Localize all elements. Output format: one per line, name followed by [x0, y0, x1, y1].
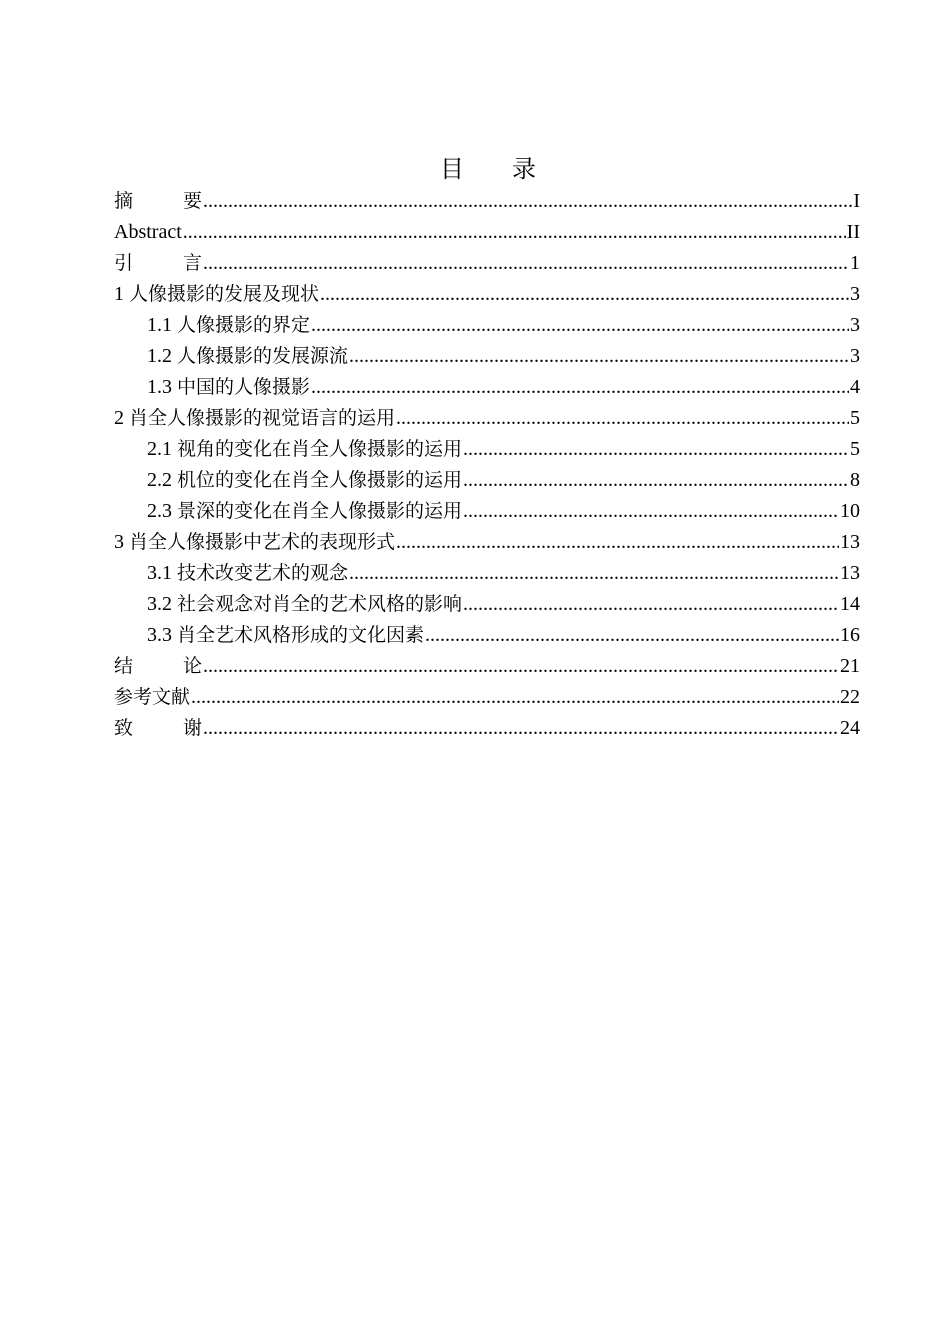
dot-leader [349, 558, 839, 589]
dot-leader [396, 527, 839, 558]
toc-entry-introduction[interactable] [114, 248, 860, 279]
dot-leader [311, 310, 849, 341]
toc-entry-section-2-2[interactable] [114, 465, 860, 496]
toc-title-char-1: 目 [440, 155, 464, 183]
toc-entry-page: 13 [840, 531, 860, 553]
toc-entry-acknowledgements[interactable] [114, 713, 860, 744]
toc-entry-section-3-3[interactable] [114, 620, 860, 651]
toc-entry-chapter-2[interactable] [114, 403, 860, 434]
toc-entry-page: 3 [850, 283, 860, 305]
toc-entry-label: 摘 要 [114, 190, 202, 212]
toc-entry-section-2-3[interactable] [114, 496, 860, 527]
dot-leader [463, 496, 839, 527]
toc-entry-label: 3.2 社会观念对肖全的艺术风格的影响 [147, 593, 463, 615]
toc-entry-label: 2.1 视角的变化在肖全人像摄影的运用 [147, 438, 463, 460]
toc-entry-page: 10 [840, 500, 860, 522]
toc-entry-page: 22 [840, 686, 860, 708]
toc-entry-page: 21 [840, 655, 860, 677]
toc-entry-page: 16 [840, 624, 860, 646]
dot-leader [191, 682, 839, 713]
toc-entry-label: Abstract [114, 221, 182, 243]
toc-title [0, 152, 950, 186]
toc-entry-page: I [853, 190, 860, 212]
toc-entry-section-1-2[interactable] [114, 341, 860, 372]
toc-entry-section-3-2[interactable] [114, 589, 860, 620]
toc-title-char-2: 录 [512, 155, 536, 183]
toc-entry-chapter-3[interactable] [114, 527, 860, 558]
toc-entry-label: 参考文献 [114, 686, 191, 708]
toc-entry-label: 致 谢 [114, 717, 202, 739]
toc-entry-page: 3 [850, 345, 860, 367]
dot-leader [203, 248, 849, 279]
toc-entry-label: 结 论 [114, 655, 202, 677]
dot-leader [425, 620, 839, 651]
toc-entry-references[interactable] [114, 682, 860, 713]
dot-leader [311, 372, 849, 403]
toc-entry-label: 1 人像摄影的发展及现状 [114, 283, 320, 305]
dot-leader [203, 651, 839, 682]
dot-leader [463, 589, 839, 620]
dot-leader [463, 465, 849, 496]
toc-entry-label: 3 肖全人像摄影中艺术的表现形式 [114, 531, 396, 553]
dot-leader [396, 403, 849, 434]
dot-leader [463, 434, 849, 465]
toc-entry-page: 5 [850, 438, 860, 460]
dot-leader [183, 217, 846, 248]
toc-entry-chapter-1[interactable] [114, 279, 860, 310]
toc-entry-label: 2 肖全人像摄影的视觉语言的运用 [114, 407, 396, 429]
dot-leader [203, 186, 852, 217]
dot-leader [203, 713, 839, 744]
toc-entry-page: 8 [850, 469, 860, 491]
toc-entry-label: 1.2 人像摄影的发展源流 [147, 345, 349, 367]
toc-entry-section-2-1[interactable] [114, 434, 860, 465]
toc-entry-page: 24 [840, 717, 860, 739]
toc-entry-page: II [846, 221, 860, 243]
toc-entry-page: 3 [850, 314, 860, 336]
toc-entry-page: 13 [840, 562, 860, 584]
toc-entry-label: 引 言 [114, 252, 202, 274]
toc-entry-label: 3.1 技术改变艺术的观念 [147, 562, 349, 584]
toc-entry-label: 1.3 中国的人像摄影 [147, 376, 311, 398]
toc-entry-abstract-cn[interactable] [114, 186, 860, 217]
toc-entry-label: 2.2 机位的变化在肖全人像摄影的运用 [147, 469, 463, 491]
toc-entry-label: 3.3 肖全艺术风格形成的文化因素 [147, 624, 425, 646]
toc-entry-label: 1.1 人像摄影的界定 [147, 314, 311, 336]
dot-leader [320, 279, 849, 310]
toc-entry-abstract-en[interactable] [114, 217, 860, 248]
dot-leader [349, 341, 849, 372]
toc-entry-section-3-1[interactable] [114, 558, 860, 589]
toc-entry-conclusion[interactable] [114, 651, 860, 682]
table-of-contents [114, 186, 860, 744]
toc-entry-section-1-3[interactable] [114, 372, 860, 403]
toc-entry-page: 1 [850, 252, 860, 274]
toc-entry-section-1-1[interactable] [114, 310, 860, 341]
toc-entry-page: 14 [840, 593, 860, 615]
toc-entry-page: 4 [850, 376, 860, 398]
toc-entry-page: 5 [850, 407, 860, 429]
toc-entry-label: 2.3 景深的变化在肖全人像摄影的运用 [147, 500, 463, 522]
